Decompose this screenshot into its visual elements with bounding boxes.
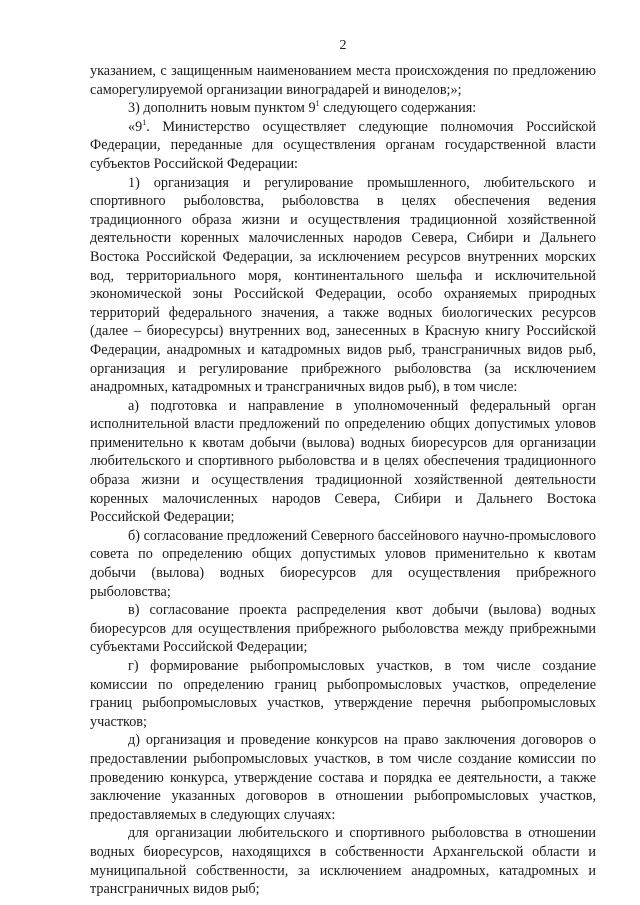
superscript: 1	[142, 117, 147, 127]
paragraph-subitem-a: а) подготовка и направление в уполномоченный федеральный орган исполнительной власти предложений по определению общих допустимых уловов применительно к квотам добычи (вылова) водных биоресурсов для организации любительского и спортивного рыболовства и в целях обеспечения традиционного образа жизни и осуществления традиционной хозяйственной деятельности коренных малочисленных народов Севера, Сибири и Дальнего Востока Российской Федерации;	[90, 397, 596, 526]
paragraph-text: . Министерство осуществляет следующие полномочия Российской Федерации, переданные для осуществления органам государственной власти субъектов Российской Федерации:	[90, 118, 596, 172]
paragraph-item-3	[90, 99, 596, 118]
paragraph-subitem-v: в) согласование проекта распределения квот добычи (вылова) водных биоресурсов для осуществления прибрежного рыболовства между прибрежными субъектами Российской Федерации;	[90, 602, 596, 656]
paragraph-point-9-1	[90, 118, 596, 174]
paragraph-text: следующего содержания:	[319, 100, 477, 117]
paragraph-text: 3) дополнить новым пунктом 9	[128, 100, 316, 117]
paragraph-text: «9	[128, 118, 143, 135]
page-number: 2	[339, 38, 347, 53]
paragraph-subitem-g: г) формирование рыбопромысловых участков, в том числе создание комиссии по определению границ рыбопромысловых участков, определение границ рыбопромысловых участков, утверждение перечня рыбопромысловых участков;	[90, 658, 596, 730]
paragraph-subitem-1: 1) организация и регулирование промышленного, любительского и спортивного рыболовства, рыболовства в целях обеспечения ведения традиционного образа жизни и осуществления традиционной хозяйственной деятельности коренных малочисленных народов Севера, Сибири и Дальнего Востока Российской Федерации, за исключением ресурсов внутренних морских вод, территориального моря, континентального шельфа и исключительной экономической зоны Российской Федерации, особо охраняемых природных территорий федерального значения, а также водных биологических ресурсов (далее – биоресурсы) внутренних вод, занесенных в Красную книгу Российской Федерации, анадромных и катадромных видов рыб, трансграничных видов рыб, организация и регулирование прибрежного рыболовства (за исключением анадромных, катадромных и трансграничных видов рыб), в том числе:	[90, 174, 596, 396]
paragraph-subitem-b: б) согласование предложений Северного бассейнового научно-промыслового совета по определению общих допустимых уловов применительно к квотам добычи (вылова) водных биоресурсов для осуществления прибрежного рыболовства;	[90, 527, 596, 600]
document-body	[90, 62, 596, 899]
paragraph-continuation: указанием, с защищенным наименованием места происхождения по предложению саморегулируемой организации виноградарей и виноделов;»;	[90, 63, 596, 98]
superscript: 1	[315, 99, 320, 109]
paragraph-case-1: для организации любительского и спортивного рыболовства в отношении водных биоресурсов, находящихся в собственности Архангельской области и муниципальной собственности, за исключением анадромных, катадромных и трансграничных видов рыб;	[90, 825, 596, 898]
paragraph-subitem-d: д) организация и проведение конкурсов на право заключения договоров о предоставлении рыбопромысловых участков, в том числе создание комиссии по проведению конкурса, утверждение состава и порядка ее деятельности, а также заключение указанных договоров в отношении рыбопромысловых участков, предоставляемых в следующих случаях:	[90, 732, 596, 823]
